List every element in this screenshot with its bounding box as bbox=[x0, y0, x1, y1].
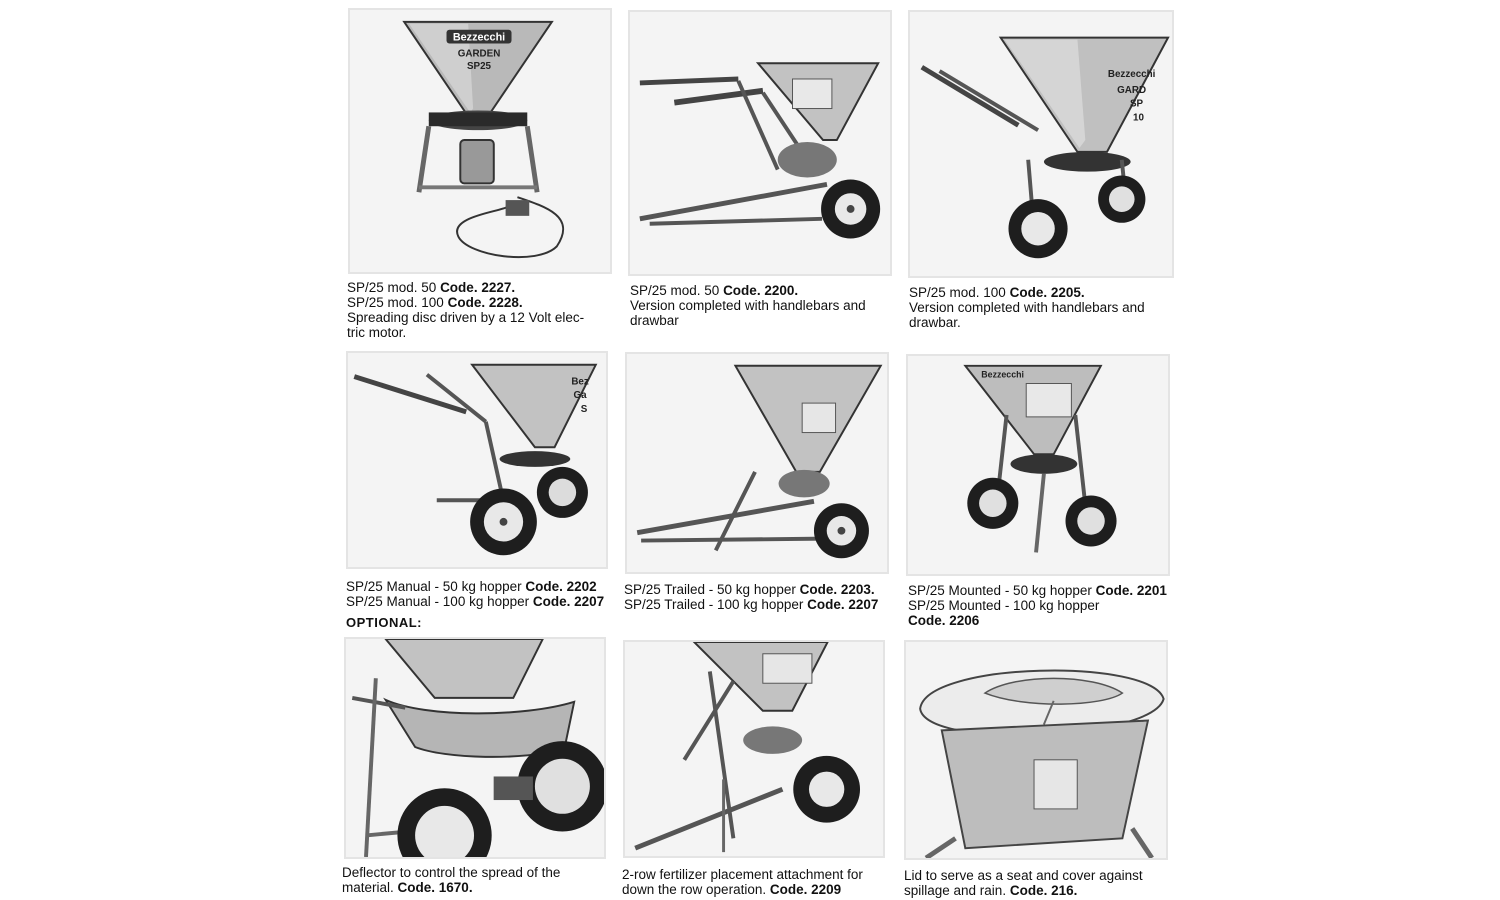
caption-text: Deflector to control the spread of the bbox=[342, 865, 561, 880]
caption-text: SP/25 Mounted - 100 kg hopper bbox=[908, 598, 1100, 613]
product-code: Code. 2200. bbox=[723, 283, 799, 298]
caption-text: tric motor. bbox=[347, 325, 407, 340]
product-photo-trailed-spreader bbox=[628, 10, 892, 276]
brand-text: GARDEN bbox=[457, 48, 501, 60]
product-code: Code. 216. bbox=[1009, 883, 1078, 898]
optional-photo-deflector bbox=[344, 637, 606, 859]
caption-text: SP/25 mod. 50 bbox=[347, 280, 441, 295]
optional-caption-lid bbox=[904, 868, 1143, 898]
product-code: Code. 2203. bbox=[799, 582, 875, 597]
optional-heading: OPTIONAL: bbox=[346, 615, 422, 630]
product-code: Code. 2228. bbox=[447, 295, 523, 310]
product-photo-electric-spreader bbox=[348, 8, 612, 274]
product-photo-trailed-spreader-2 bbox=[625, 352, 889, 574]
brand-text: Bez bbox=[571, 376, 589, 388]
product-code: Code. 2207 bbox=[807, 597, 879, 612]
caption-text: Version completed with handlebars and bbox=[630, 298, 866, 313]
caption-text: down the row operation. bbox=[622, 882, 770, 897]
product-caption-2 bbox=[630, 283, 866, 328]
product-photo-mounted-spreader bbox=[906, 354, 1170, 576]
product-code: Code. 2205. bbox=[1009, 285, 1085, 300]
optional-photo-lid bbox=[904, 640, 1168, 860]
product-photo-mod100-spreader bbox=[908, 10, 1174, 278]
brand-text: Bezzecchi bbox=[981, 369, 1025, 380]
product-caption-3 bbox=[909, 285, 1145, 330]
product-caption-6 bbox=[908, 583, 1167, 628]
caption-text: SP/25 Mounted - 50 kg hopper bbox=[908, 583, 1096, 598]
brand-text: GARD bbox=[1117, 84, 1147, 96]
product-caption-5 bbox=[624, 582, 878, 612]
caption-text: SP/25 mod. 100 bbox=[909, 285, 1010, 300]
caption-text: SP/25 mod. 100 bbox=[347, 295, 448, 310]
product-code: Code. 2227. bbox=[440, 280, 516, 295]
caption-text: drawbar. bbox=[909, 315, 961, 330]
optional-photo-fertilizer-attachment bbox=[623, 640, 885, 858]
brand-text: SP25 bbox=[466, 61, 492, 73]
brand-text: S bbox=[580, 403, 588, 415]
brand-text: SP bbox=[1129, 98, 1144, 110]
caption-text: spillage and rain. bbox=[904, 883, 1010, 898]
product-code: Code. 1670. bbox=[397, 880, 473, 895]
optional-caption-fertilizer bbox=[622, 867, 863, 897]
brand-text: 10 bbox=[1133, 112, 1144, 124]
optional-caption-deflector bbox=[342, 865, 560, 895]
caption-text: SP/25 Trailed - 50 kg hopper bbox=[624, 582, 800, 597]
caption-text: SP/25 Manual - 50 kg hopper bbox=[346, 579, 526, 594]
product-caption-4 bbox=[346, 579, 604, 609]
product-code: Code. 2202 bbox=[525, 579, 597, 594]
product-photo-manual-spreader bbox=[346, 351, 608, 569]
caption-text: SP/25 mod. 50 bbox=[630, 283, 724, 298]
caption-text: Lid to serve as a seat and cover against bbox=[904, 868, 1143, 883]
product-code: Code. 2201 bbox=[1095, 583, 1167, 598]
caption-text: drawbar bbox=[630, 313, 679, 328]
caption-text: 2-row fertilizer placement attachment for bbox=[622, 867, 863, 882]
product-code: Code. 2206 bbox=[908, 613, 980, 628]
product-caption-1 bbox=[347, 280, 584, 340]
caption-text: material. bbox=[342, 880, 398, 895]
caption-text: SP/25 Trailed - 100 kg hopper bbox=[624, 597, 808, 612]
caption-text: Spreading disc driven by a 12 Volt elec- bbox=[347, 310, 585, 325]
caption-text: Version completed with handlebars and bbox=[909, 300, 1145, 315]
brand-text: Bezzecchi bbox=[1107, 69, 1156, 81]
product-code: Code. 2207 bbox=[532, 594, 605, 609]
product-code: Code. 2209 bbox=[769, 882, 842, 897]
brand-text: Bezzecchi bbox=[452, 31, 506, 44]
caption-text: SP/25 Manual - 100 kg hopper bbox=[346, 594, 533, 609]
brand-text: Ga bbox=[573, 390, 587, 402]
